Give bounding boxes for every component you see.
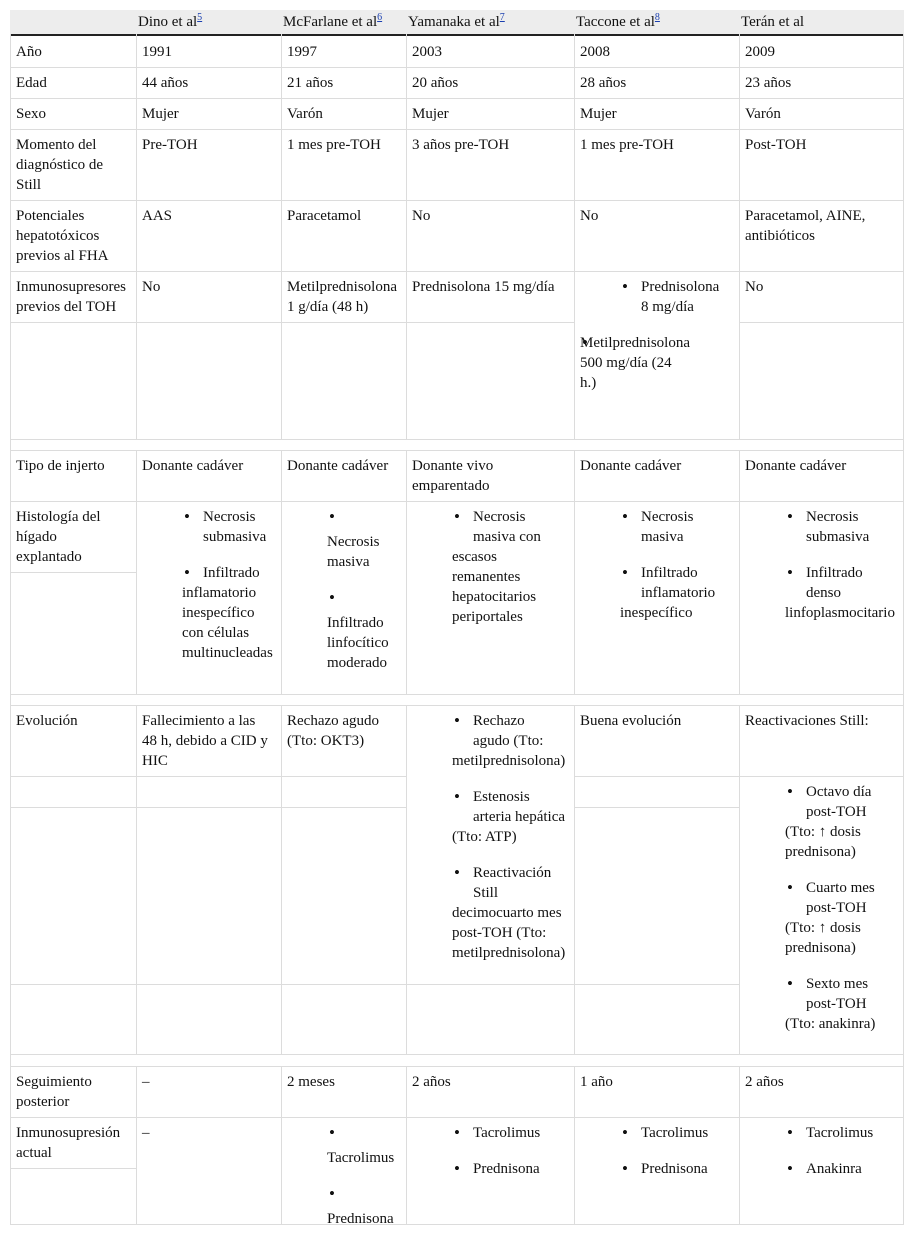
cell-anio-mcfarlane: 1997	[287, 44, 317, 60]
cell-momento-dino: Pre-TOH	[142, 137, 198, 153]
cell-seguimiento-mcfarlane: 2 meses	[287, 1074, 335, 1090]
cell-histologia-taccone	[620, 507, 715, 623]
row-label-hepatotoxicos: Potenciales hepatotóxicos previos al FHA	[16, 208, 109, 264]
cell-seguimiento-dino: –	[142, 1074, 150, 1090]
cell-evolucion-teran-title: Reactivaciones Still:	[745, 713, 869, 729]
list-item: • Necrosis masiva con escasos remanentes hepatocitarios periportales	[452, 507, 541, 627]
cell-edad-taccone: 28 años	[580, 75, 627, 91]
list-item: • Prednisolona 8 mg/día	[620, 277, 719, 317]
cell-inmuno-previos-yamanaka: Prednisolona 15 mg/día	[412, 279, 555, 295]
cell-sexo-taccone: Mujer	[580, 106, 617, 122]
ref-link-8[interactable]: 8	[654, 12, 660, 23]
cell-inmuno-previos-mcfarlane: Metilprednisolona 1 g/día (48 h)	[287, 279, 397, 315]
cell-evolucion-teran	[785, 782, 875, 1034]
cell-inmuno-actual-taccone	[620, 1123, 708, 1179]
cell-momento-yamanaka: 3 años pre-TOH	[412, 137, 510, 153]
cell-inmuno-actual-mcfarlane: • Tacrolimus • Prednisona	[327, 1123, 395, 1227]
row-label-inmuno-actual: Inmunosupresión actual	[16, 1125, 121, 1161]
list-item: • Infiltrado inflamatorio inespecífico	[620, 563, 715, 623]
cell-momento-taccone: 1 mes pre-TOH	[580, 137, 674, 153]
list-item: • Tacrolimus	[452, 1123, 540, 1143]
cell-hepato-teran: Paracetamol, AINE, antibióticos	[745, 208, 866, 244]
list-item: • Metilprednisolona 500 mg/día (24 h.)	[580, 333, 719, 393]
header-mcfarlane: McFarlane et $al^6$	[283, 12, 383, 30]
list-item: • Tacrolimus	[620, 1123, 708, 1143]
cell-injerto-yamanaka: Donante vivo emparentado	[412, 458, 494, 494]
cell-momento-mcfarlane: 1 mes pre-TOH	[287, 137, 381, 153]
cell-seguimiento-yamanaka: 2 años	[412, 1074, 451, 1090]
cell-histologia-dino	[182, 507, 273, 663]
list-item: • Necrosis submasiva	[182, 507, 273, 547]
cell-evolucion-yamanaka	[452, 711, 565, 963]
list-item: • Sexto mes post-TOH (Tto: anakinra)	[785, 974, 875, 1034]
list-item: • Necrosis submasiva	[785, 507, 895, 547]
header-taccone: Taccone et $al^8$	[576, 12, 660, 30]
cell-sexo-teran: Varón	[745, 106, 781, 122]
cell-inmuno-previos-dino: No	[142, 279, 161, 295]
row-label-inmuno-previos: Inmunosupresores previos del TOH	[16, 279, 126, 315]
cell-histologia-yamanaka	[452, 507, 541, 627]
row-label-edad: Edad	[16, 75, 47, 91]
cell-edad-yamanaka: 20 años	[412, 75, 459, 91]
ref-link-6[interactable]: 6	[377, 12, 383, 23]
cell-sexo-mcfarlane: Varón	[287, 106, 323, 122]
list-item: • Rechazo agudo (Tto: metilprednisolona)	[452, 711, 565, 771]
cell-inmuno-actual-yamanaka	[452, 1123, 540, 1179]
list-item: • Prednisona	[452, 1159, 540, 1179]
list-item: • Reactivación Still decimocuarto mes post-TOH (Tto: metilprednisolona)	[452, 863, 565, 963]
cell-anio-dino: 1991	[142, 44, 172, 60]
cell-anio-yamanaka: 2003	[412, 44, 442, 60]
ref-link-7[interactable]: 7	[499, 12, 505, 23]
cell-momento-teran: Post-TOH	[745, 137, 807, 153]
cell-injerto-teran: Donante cadáver	[745, 458, 847, 474]
cell-evolucion-dino: Fallecimiento a las 48 h, debido a CID y HIC	[142, 713, 268, 769]
list-item: • Necrosis masiva	[620, 507, 715, 547]
cell-anio-teran: 2009	[745, 44, 775, 60]
cell-hepato-yamanaka: No	[412, 208, 431, 224]
row-label-anio: Año	[16, 44, 42, 60]
list-item: • Octavo día post-TOH (Tto: ↑ dosis prednisona)	[785, 782, 875, 862]
cell-evolucion-taccone: Buena evolución	[580, 713, 682, 729]
cell-hepato-mcfarlane: Paracetamol	[287, 208, 362, 224]
cell-anio-taccone: 2008	[580, 44, 610, 60]
cell-seguimiento-teran: 2 años	[745, 1074, 784, 1090]
list-item: • Cuarto mes post-TOH (Tto: ↑ dosis prednisona)	[785, 878, 875, 958]
cell-injerto-dino: Donante cadáver	[142, 458, 244, 474]
list-item: • Prednisona	[620, 1159, 708, 1179]
cell-inmuno-actual-teran	[785, 1123, 873, 1179]
cell-edad-mcfarlane: 21 años	[287, 75, 334, 91]
cell-hepato-taccone: No	[580, 208, 599, 224]
cell-histologia-mcfarlane: • Necrosis masiva • Infiltrado linfocítico moderado	[327, 507, 389, 671]
cell-inmuno-previos-teran: No	[745, 279, 764, 295]
row-label-evolucion: Evolución	[16, 713, 78, 729]
row-label-histologia: Histología del hígado explantado	[16, 509, 101, 565]
list-item: • Infiltrado denso linfoplasmocitario	[785, 563, 895, 623]
comparison-table	[10, 10, 904, 1225]
cell-hepato-dino: AAS	[142, 208, 173, 224]
list-item: • Infiltrado inflamatorio inespecífico con células multinucleadas	[182, 563, 273, 663]
table-header	[10, 10, 904, 36]
cell-edad-dino: 44 años	[142, 75, 189, 91]
header-teran: Terán et al	[741, 14, 805, 30]
row-label-injerto: Tipo de injerto	[16, 458, 105, 474]
cell-evolucion-mcfarlane: Rechazo agudo (Tto: OKT3)	[287, 713, 380, 749]
header-yamanaka: Yamanaka et $al^7$	[408, 12, 505, 30]
cell-sexo-dino: Mujer	[142, 106, 179, 122]
list-item: • Estenosis arteria hepática (Tto: ATP)	[452, 787, 565, 847]
cell-seguimiento-taccone: 1 año	[580, 1074, 613, 1090]
row-label-sexo: Sexo	[16, 106, 46, 122]
cell-injerto-taccone: Donante cadáver	[580, 458, 682, 474]
row-label-momento: Momento del diagnóstico de Still	[16, 137, 104, 193]
cell-inmuno-actual-dino: –	[142, 1125, 150, 1141]
cell-inmuno-previos-taccone	[580, 277, 720, 393]
ref-link-5[interactable]: 5	[197, 12, 203, 23]
list-item: • Anakinra	[785, 1159, 873, 1179]
cell-injerto-mcfarlane: Donante cadáver	[287, 458, 389, 474]
header-dino: Dino et $al^5$	[138, 12, 203, 30]
cell-sexo-yamanaka: Mujer	[412, 106, 449, 122]
list-item: • Tacrolimus	[785, 1123, 873, 1143]
row-label-seguimiento: Seguimiento posterior	[16, 1074, 92, 1110]
cell-edad-teran: 23 años	[745, 75, 792, 91]
cell-histologia-teran	[785, 507, 895, 623]
